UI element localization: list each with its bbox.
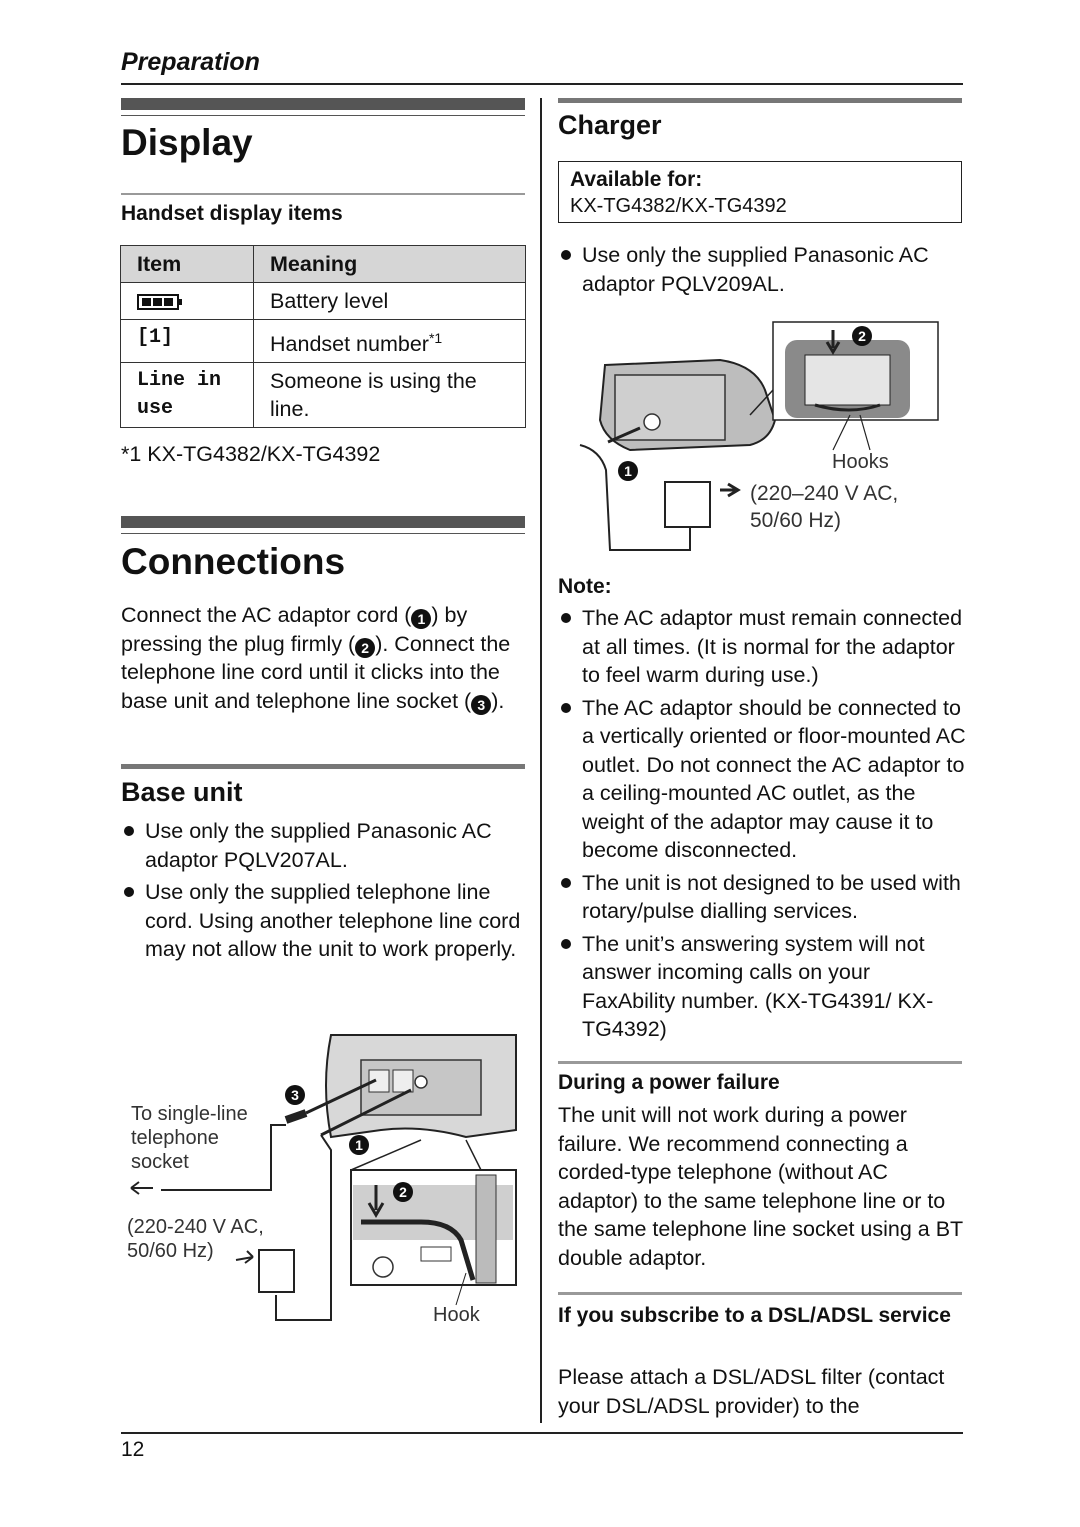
available-models: KX-TG4382/KX-TG4392 <box>570 195 787 217</box>
column-divider <box>540 98 542 1423</box>
table-row <box>121 363 526 428</box>
marker-1: 1 <box>411 609 431 629</box>
intro-text: Connect the AC adaptor cord ( <box>121 603 412 627</box>
base-unit-title: Base unit <box>121 777 243 807</box>
table-row <box>121 283 526 320</box>
list-item: The unit’s answering system will not answer incoming calls on your FaxAbility number. (KX-TG4391/ KX-TG4392) <box>558 930 968 1044</box>
intro-text: ) by pressing the plug firmly ( <box>121 603 468 656</box>
note-label: Note: <box>558 575 612 598</box>
table-header-row <box>121 246 526 283</box>
list-item: Use only the supplied telephone line cord. Using another telephone line cord may not allow the unit to work properly. <box>121 878 525 964</box>
figure-marker-2: 2 <box>393 1182 413 1202</box>
connections-intro <box>121 601 525 715</box>
charger-rule <box>558 98 962 103</box>
handset-display-subheading: Handset display items <box>121 202 343 225</box>
item-cell: Line in use <box>121 363 254 428</box>
base-unit-bullets <box>121 817 525 968</box>
figure-marker-3: 3 <box>285 1085 305 1105</box>
figure-marker-1: 1 <box>349 1135 369 1155</box>
meaning-cell: Battery level <box>254 283 526 320</box>
battery-icon <box>137 292 183 312</box>
list-item: Use only the supplied Panasonic AC adaptor PQLV207AL. <box>121 817 525 874</box>
power-failure-rule <box>558 1061 962 1064</box>
col-item-header: Item <box>121 246 254 283</box>
dsl-title: If you subscribe to a DSL/ADSL service <box>558 1304 951 1327</box>
list-item: Use only the supplied Panasonic AC adaptor PQLV209AL. <box>558 241 962 298</box>
display-title-rule <box>121 115 525 116</box>
hook-label: Hook <box>433 1304 480 1326</box>
display-footnote: *1 KX-TG4382/KX-TG4392 <box>121 442 381 466</box>
page-number: 12 <box>121 1438 145 1461</box>
header-rule <box>121 83 963 85</box>
list-item: The unit is not designed to be used with rotary/pulse dialling services. <box>558 869 968 926</box>
connections-title: Connections <box>121 541 346 582</box>
power-label: (220-240 V AC, 50/60 Hz) <box>127 1216 264 1262</box>
base-unit-figure <box>121 1025 521 1335</box>
connections-title-rule <box>121 533 525 534</box>
charger-title: Charger <box>558 110 662 140</box>
section-header: Preparation <box>121 48 260 76</box>
display-title: Display <box>121 122 253 163</box>
charger-bullets <box>558 241 962 302</box>
display-title-bar <box>121 98 525 110</box>
intro-text: ). Connect the telephone line cord until it clicks into the base unit and telephone line socket ( <box>121 631 511 713</box>
item-cell: [1] <box>121 320 254 363</box>
power-failure-text: The unit will not work during a power failure. We recommend connecting a corded-type telephone (without AC adaptor) to the same telephone line or to the same telephone line socket using a BT double adaptor. <box>558 1103 963 1270</box>
footnote-ref: *1 <box>428 330 443 346</box>
meaning-cell <box>254 320 526 363</box>
base-unit-rule <box>121 764 525 769</box>
charger-figure <box>570 320 950 560</box>
marker-3: 3 <box>471 695 491 715</box>
display-items-table <box>120 245 526 428</box>
intro-text: ). <box>491 688 505 713</box>
dsl-rule <box>558 1292 962 1295</box>
dsl-text: Please attach a DSL/ADSL filter (contact your DSL/ADSL provider) to the <box>558 1365 945 1418</box>
meaning-text: Handset number <box>270 332 429 357</box>
marker-2: 2 <box>355 638 375 658</box>
base-unit-illustration <box>121 1025 521 1335</box>
connections-title-bar <box>121 516 525 528</box>
available-for-box <box>558 161 962 223</box>
list-item: The AC adaptor must remain connected at all times. (It is normal for the adaptor to feel warm during use.) <box>558 604 968 690</box>
power-failure-title: During a power failure <box>558 1071 780 1094</box>
display-rule <box>121 193 525 195</box>
col-meaning-header: Meaning <box>254 246 526 283</box>
charger-power-label: (220–240 V AC, 50/60 Hz) <box>750 482 899 532</box>
footer-rule <box>121 1432 963 1434</box>
meaning-cell: Someone is using the line. <box>254 363 526 428</box>
charger-marker-2: 2 <box>852 326 872 346</box>
charger-notes <box>558 604 968 1048</box>
battery-cell <box>121 283 254 320</box>
charger-marker-1: 1 <box>618 461 638 481</box>
table-row <box>121 320 526 363</box>
list-item: The AC adaptor should be connected to a vertically oriented or floor-mounted AC outlet. Do not connect the AC adaptor to a ceiling-mounted AC outlet, as the weight of the adaptor may cause it to become disconnected. <box>558 694 968 865</box>
hooks-label: Hooks <box>832 451 889 473</box>
socket-label: To single-line telephone socket <box>131 1103 248 1173</box>
available-label: Available for: <box>570 168 703 191</box>
